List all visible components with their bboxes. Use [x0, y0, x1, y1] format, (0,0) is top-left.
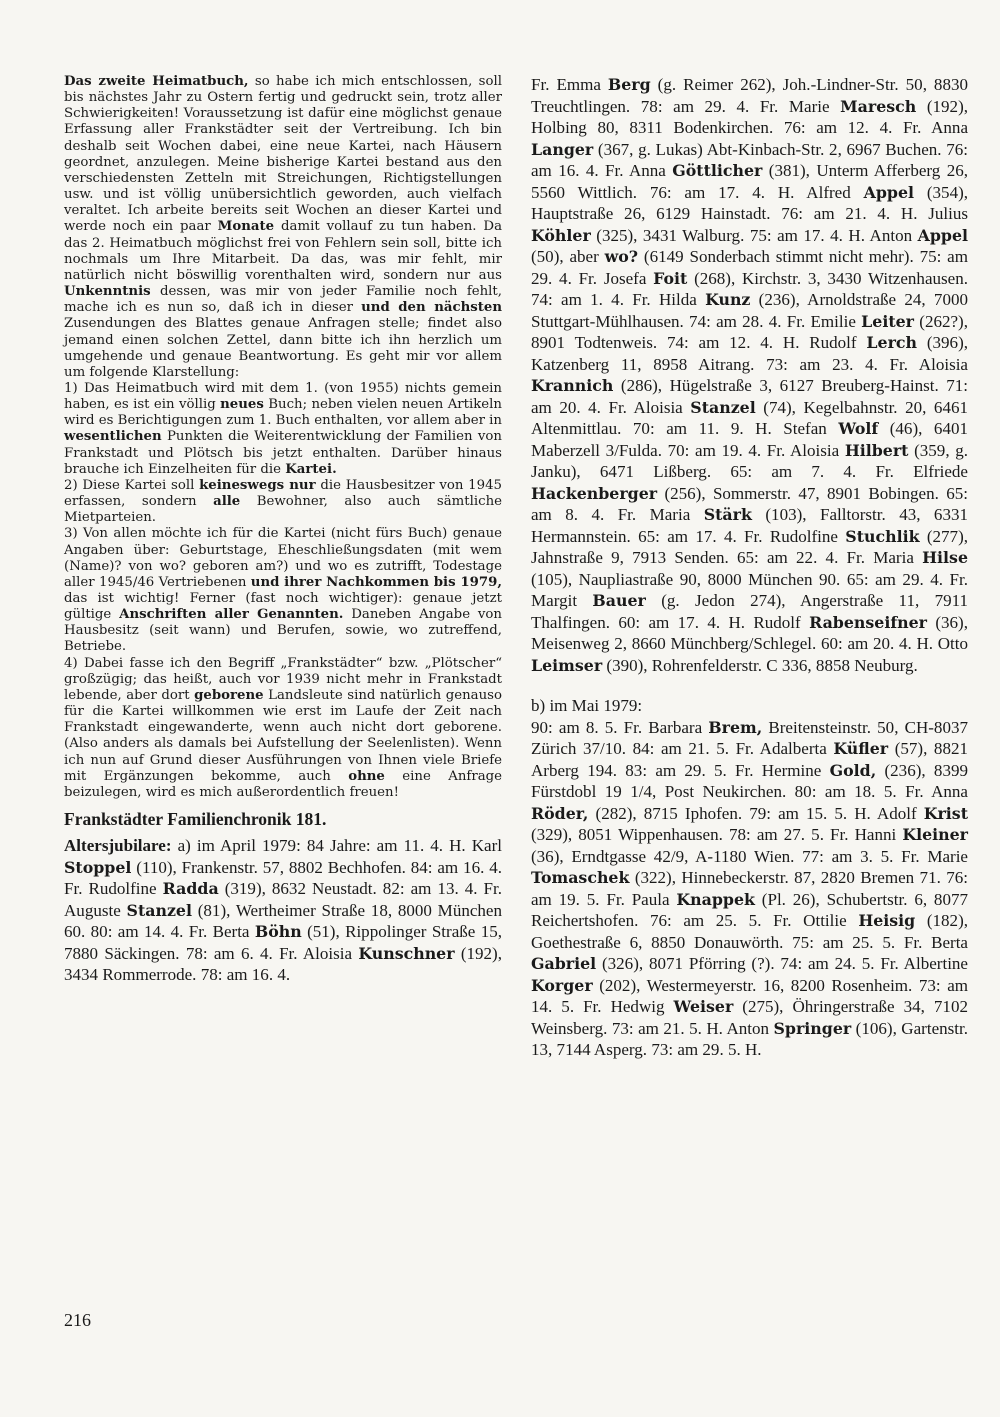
- person-name: Rabenseifner: [809, 612, 927, 632]
- person-name: Korger: [531, 975, 593, 995]
- page-number: 216: [64, 1310, 91, 1330]
- person-name: Lerch: [866, 333, 918, 352]
- person-name: Leiter: [861, 311, 915, 331]
- emphasis: Monate: [217, 219, 275, 235]
- person-name: Stanzel: [126, 900, 192, 920]
- person-name: Stanzel: [690, 397, 756, 417]
- person-name: Böhn: [254, 922, 302, 942]
- emphasis: und ihrer Nachkommen bis 1979,: [250, 574, 502, 590]
- chronicle-april-continued: Fr. Emma Berg (g. Reimer 262), Joh.-Lindner-Str. 50, 8830 Treuchtlingen. 78: am 29. 4. Fr. Marie Maresch (192), Holbing 80, 8311 Bodenkirchen. 76: am 12. 4. Fr. Anna Langer (367, g. Lukas) Abt-Kinbach-Str. 2, 6967 Buchen. 76: am 16. 4. Fr. Anna Göttlicher (381), Unterm Afferberg 26, 5560 Wittlich. 76: am 17. 4. H. Alfred Appel (354), Hauptstraße 26, 6129 Hainstadt. 76: am 21. 4. H. Julius Köhler (325), 3431 Walburg. 75: am 17. 4. H. Anton Appel (50), aber wo? (6149 Sonderbach stimmt nicht mehr). 75: am 29. 4. Fr. Josefa Foit (268), Kirchstr. 3, 3430 Witzenhausen. 74: am 1. 4. Fr. Hilda Kunz (236), Arnoldstraße 24, 7000 Stuttgart-Mühlhausen. 74: am 28. 4. Fr. Emilie Leiter (262?), 8901 Todtenweis. 74: am 12. 4. H. Rudolf Lerch (396), Katzenberg 11, 8958 Aitrang. 73: am 23. 4. Fr. Aloisia Krannich (286), Hügelstraße 3, 6127 Breuberg-Hainst. 71: am 20. 4. Fr. Aloisia Stanzel (74), Kegelbahnstr. 20, 6461 Altenmittlau. 70: am 11. 9. H. Stefan Wolf (46), 6401 Maberzell 3/Fulda. 70: am 19. 4. Fr. Aloisia Hilbert (359, g. Janku), 6471 Lißberg. 65: am 7. 4. Fr. Elfriede Hackenberger (256), Sommerstr. 47, 8901 Bobingen. 65: am 8. 4. Fr. Maria Stärk (103), Falltorstr. 43, 6331 Hermannstein. 65: am 17. 4. Fr. Rudolfine Stuchlik (277), Jahnstraße 9, 7913 Senden. 65: am 22. 4. Fr. Maria Hilse (105), Naupliastraße 90, 8000 München 90. 65: am 29. 4. Fr. Margit Bauer (g. Jedon 274), Angerstraße 11, 7911 Thalfingen. 60: am 17. 4. H. Rudolf Rabenseifner (36), Meisenweg 2, 8660 Münchberg/Schlegel. 60: am 20. 4. H. Otto Leimser (390), Rohrenfelderstr. C 336, 8858 Neuburg.: [531, 75, 969, 675]
- person-name: Röder,: [531, 803, 589, 823]
- person-name: Appel: [863, 182, 915, 202]
- emphasis: Unkenntnis: [64, 284, 151, 300]
- person-name: Brem,: [708, 717, 763, 737]
- section-gap: [531, 676, 968, 695]
- person-name: Gabriel: [531, 954, 597, 973]
- person-name: Bauer: [592, 591, 646, 610]
- person-name: Heisig: [858, 911, 916, 930]
- emphasis: keineswegs nur: [199, 477, 316, 493]
- person-name: Stärk: [703, 505, 752, 524]
- emphasis: und den nächsten: [361, 300, 502, 316]
- article-paragraph: 4) Dabei fasse ich den Begriff „Frankstädter“ bzw. „Plötscher“ großzügig; das heißt, auch vor 1939 nicht mehr in Frankstadt lebende, aber dort geborene Landsleute sind natürlich genauso für die Kartei willkommen wie erst im Laufe der Zeit nach Frankstadt eingewanderte, wenn auch nicht dort geborene. (Also anders als damals bei Aufstellung der Seelenlisten). Wenn ich nun auf Grund dieser Ausführungen von Ihnen viele Briefe mit Ergänzungen bekomme, auch ohne eine Anfrage beizulegen, wird es mich außerordentlich freuen!: [64, 655, 502, 800]
- person-name: Krannich: [531, 376, 614, 395]
- person-name: Hilse: [922, 548, 968, 567]
- chronicle-april-start: Altersjubilare: a) im April 1979: 84 Jahre: am 11. 4. H. Karl Stoppel (110), Frankenstr. 57, 8802 Bechhofen. 84: am 16. 4. Fr. Rudolfine Radda (319), 8632 Neustadt. 82: am 13. 4. Fr. Auguste Stanzel (81), Wertheimer Straße 18, 8000 München 60. 80: am 14. 4. Fr. Berta Böhn (51), Rippolinger Straße 15, 7880 Säckingen. 78: am 6. 4. Fr. Aloisia Kunschner (192), 3434 Rommerrode. 78: am 16. 4.: [64, 836, 503, 985]
- person-name: Maresch: [840, 96, 917, 116]
- article-paragraph: 2) Diese Kartei soll keineswegs nur die Hausbesitzer von 1945 erfassen, sondern alle Bewohner, also auch sämtliche Mietparteien.: [64, 477, 503, 526]
- person-name: Tomaschek: [531, 868, 630, 887]
- emphasis: alle: [213, 494, 241, 510]
- person-name: Krist: [923, 803, 968, 823]
- person-name: Leimser: [531, 655, 603, 675]
- article-paragraph: Das zweite Heimatbuch, so habe ich mich entschlossen, soll bis nächstes Jahr zu Ostern fertig und gedruckt sein, trotz aller Schwierigkeiten! Voraussetzung ist dafür eine möglichst genaue Erfassung aller Frankstädter seit der Vertreibung. Ich bin deshalb seit Wochen dabei, eine neue Kartei, nach Häusern geordnet, anzulegen. Meine bisherige Kartei bestand aus den verschiedensten Zetteln mit Streichungen, Richtigstellungen usw. und ist völlig unübersichtlich geworden, auch vielfach veraltet. Ich arbeite bereits seit Wochen an dieser Kartei und werde noch ein paar Monate damit vollauf zu tun haben. Da das 2. Heimatbuch möglichst frei von Fehlern sein soll, bitte ich nochmals um Ihre Mitarbeit. Da das, was mir fehlt, mir natürlich nicht böswillig vorenthalten wird, sondern nur aus Unkenntnis dessen, was mir von jeder Familie noch fehlt, mache ich es nun so, daß ich in dieser und den nächsten Zusendungen des Blattes genaue Anfragen stelle; findet also jemand einen solchen Zettel, dann bitte ich ihn herzlich um umgehende und genaue Beantwortung. Es geht mir vor allem um folgende Klarstellung:: [64, 74, 502, 380]
- person-name: Knappek: [676, 889, 755, 909]
- emphasis: Anschriften aller Genannten.: [119, 607, 344, 623]
- person-name: Kleiner: [902, 825, 968, 844]
- person-name: Stoppel: [64, 857, 132, 877]
- right-column: [531, 74, 968, 1061]
- person-name: Küfler: [833, 739, 889, 758]
- emphasis: neues: [220, 397, 264, 413]
- emphasis: Altersjubilare:: [64, 836, 172, 856]
- person-name: Langer: [531, 139, 594, 159]
- chronicle-title: Frankstädter Familienchronik 181.: [64, 809, 327, 830]
- chronicle-may: 90: am 8. 5. Fr. Barbara Brem, Breitensteinstr. 50, CH-8037 Zürich 37/10. 84: am 21. 5. Fr. Adalberta Küfler (57), 8821 Arberg 194. 83: am 29. 5. Fr. Hermine Gold, (236), 8399 Fürstdobl 19 1/4, Post Neukirchen. 80: am 18. 5. Fr. Anna Röder, (282), 8715 Iphofen. 79: am 15. 5. H. Adolf Krist (329), 8051 Wippenhausen. 78: am 27. 5. Fr. Hanni Kleiner (36), Erndtgasse 42/9, A-1180 Wien. 77: am 3. 5. Fr. Marie Tomaschek (322), Hinnebeckerstr. 87, 2820 Bremen 71. 76: am 19. 5. Fr. Paula Knappek (Pl. 26), Schubertstr. 6, 8077 Reichertshofen. 76: am 25. 5. Fr. Ottilie Heisig (182), Goethestraße 6, 8850 Donauwörth. 75: am 25. 5. Fr. Berta Gabriel (326), 8071 Pförring (?). 74: am 24. 5. Fr. Albertine Korger (202), Westermeyerstr. 16, 8200 Rosenheim. 73: am 14. 5. Fr. Hedwig Weiser (275), Öhringerstraße 34, 7102 Weinsberg. 73: am 21. 5. H. Anton Springer (106), Gartenstr. 13, 7144 Asperg. 73: am 29. 5. H.: [531, 717, 969, 1059]
- emphasis: Das zweite Heimatbuch,: [64, 74, 249, 89]
- person-name: Hilbert: [844, 440, 909, 460]
- person-name: Kunschner: [358, 943, 455, 963]
- may-heading: b) im Mai 1979:: [531, 696, 643, 715]
- person-name: Gold,: [829, 760, 877, 780]
- article-paragraph: 1) Das Heimatbuch wird mit dem 1. (von 1955) nichts gemein haben, es ist ein völlig neues Buch; neben vielen neuen Artikeln wird es Berichtigungen zum 1. Buch enthalten, vor allem aber in wesentlichen Punkten die Weiterentwicklung der Familien von Frankstadt und Plötsch bis jetzt enthalten. Darüber hinaus brauche ich Einzelheiten für die Kartei.: [64, 380, 502, 477]
- person-name: Stuchlik: [845, 526, 920, 546]
- emphasis: geborene: [194, 687, 264, 703]
- person-name: Hackenberger: [531, 483, 658, 503]
- person-name: Appel: [917, 225, 968, 245]
- article-paragraph: 3) Von allen möchte ich für die Kartei (nicht fürs Buch) genaue Angaben über: Geburtstage, Eheschließungsdaten (mit wem (Name)? von wo? geboren am?) und wo es zutrifft, Todestage aller 1945/46 Vertriebenen und ihrer Nachkommen bis 1979, das ist wichtig! Ferner (fast noch wichtiger): genaue jetzt gültige Anschriften aller Genannten. Daneben Angabe von Hausbesitz (seit wann) und Berufen, sowie, wo zutreffend, Betriebe.: [64, 526, 502, 655]
- person-name: Göttlicher: [672, 161, 763, 180]
- person-name: Berg: [607, 75, 651, 94]
- person-name: Springer: [773, 1018, 852, 1038]
- person-name: Köhler: [531, 225, 591, 245]
- person-name: Kunz: [705, 290, 751, 309]
- person-name: wo?: [604, 247, 639, 266]
- person-name: Weiser: [673, 997, 734, 1016]
- person-name: Radda: [162, 879, 219, 899]
- emphasis: wesentlichen: [64, 429, 162, 445]
- person-name: Foit: [653, 268, 688, 288]
- emphasis: ohne: [348, 768, 385, 784]
- left-column: [64, 74, 502, 986]
- emphasis: Kartei.: [285, 461, 337, 477]
- person-name: Wolf: [838, 419, 879, 438]
- heimatbuch-article: [64, 74, 502, 801]
